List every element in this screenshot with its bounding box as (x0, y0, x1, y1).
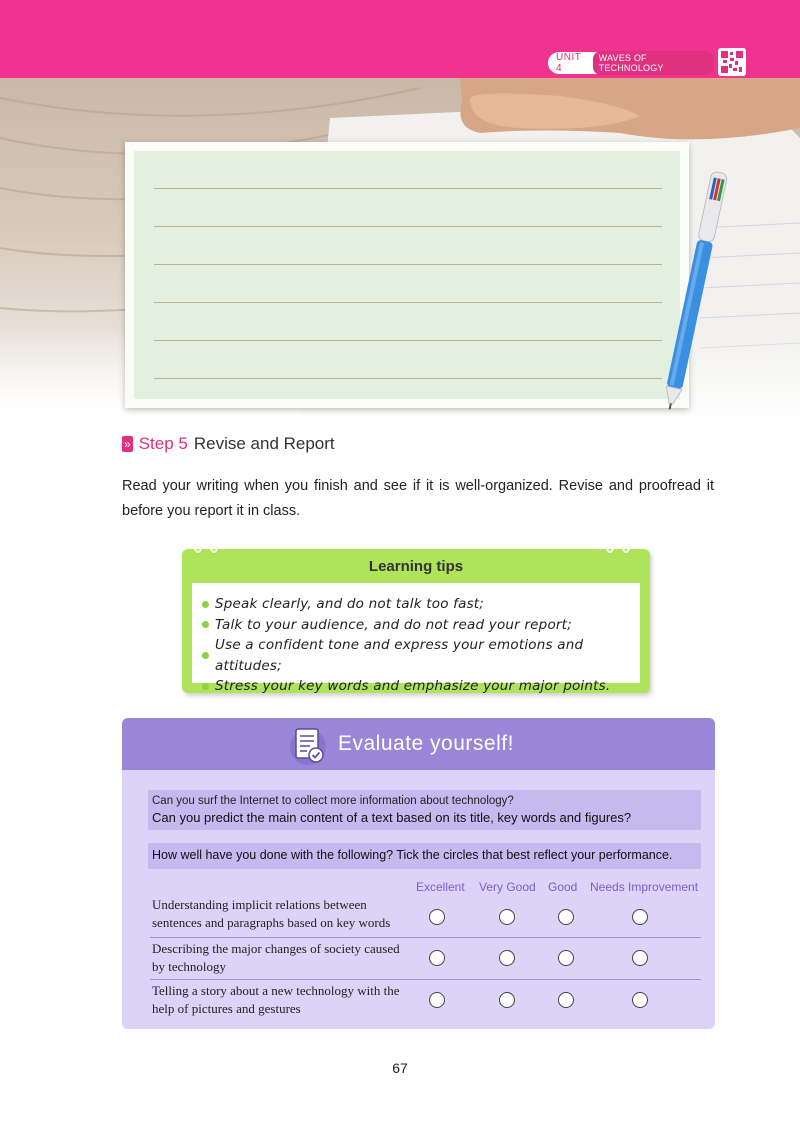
evaluate-yourself-panel (122, 718, 715, 1029)
step-title: Revise and Report (193, 434, 335, 453)
learning-tips-card (182, 549, 650, 693)
self-check-questions (148, 790, 701, 830)
writing-line (154, 340, 662, 341)
radio-needs-improvement[interactable] (632, 992, 648, 1008)
row-label: Telling a story about a new technology with the help of pictures and gestures (152, 983, 400, 1016)
radio-needs-improvement[interactable] (632, 909, 648, 925)
unit-tag (548, 52, 714, 74)
radio-good[interactable] (558, 992, 574, 1008)
bullet-icon (202, 621, 209, 628)
writing-line (154, 302, 662, 303)
list-item: Use a confident tone and express your emotions and attitudes; (202, 635, 630, 676)
bullet-icon (202, 601, 209, 608)
learning-tips-title: Learning tips (368, 558, 464, 575)
instructions-text: Read your writing when you finish and see if it is well-organized. Revise and proofread it before you report it in class. (122, 478, 714, 519)
radio-very-good[interactable] (499, 950, 515, 966)
radio-excellent[interactable] (429, 950, 445, 966)
radio-excellent[interactable] (429, 992, 445, 1008)
writing-line (154, 378, 662, 379)
column-header-good: Good (548, 880, 578, 894)
column-header-very-good: Very Good (479, 880, 536, 894)
radio-good[interactable] (558, 909, 574, 925)
writing-line (154, 226, 662, 227)
writing-line (154, 264, 662, 265)
bullet-icon (202, 652, 209, 659)
table-row (150, 896, 701, 938)
binder-ring-icon (194, 541, 202, 553)
checklist-icon (287, 724, 329, 766)
page-number: 67 (392, 1060, 408, 1076)
table-row (150, 938, 701, 980)
performance-prompt: How well have you done with the following? Tick the circles that best reflect your performance. (148, 843, 701, 869)
qr-code-icon[interactable] (718, 48, 746, 76)
list-item: Talk to your audience, and do not read your report; (202, 615, 630, 636)
radio-very-good[interactable] (499, 909, 515, 925)
question-1: Can you surf the Internet to collect more information about technology? (152, 795, 514, 807)
writing-sheet (125, 142, 689, 408)
evaluate-title: Evaluate yourself! (338, 732, 514, 755)
binder-ring-icon (210, 541, 218, 553)
writing-area[interactable] (134, 151, 680, 399)
step-number: Step 5 (138, 434, 188, 453)
table-row (150, 980, 701, 1022)
double-arrow-icon: » (124, 437, 131, 451)
column-header-excellent: Excellent (416, 880, 465, 894)
pen-icon (655, 170, 735, 415)
unit-title: WAVES OF TECHNOLOGY (593, 51, 714, 75)
unit-label: UNIT 4 (556, 52, 582, 74)
bullet-icon (202, 683, 209, 690)
row-label: Describing the major changes of society caused by technology (152, 941, 400, 974)
row-label: Understanding implicit relations between sentences and paragraphs based on key words (152, 897, 391, 930)
binder-ring-icon (622, 541, 630, 553)
list-item: Speak clearly, and do not talk too fast; (202, 594, 630, 615)
writing-line (154, 188, 662, 189)
learning-tips-list (192, 583, 640, 694)
step-heading (122, 434, 335, 454)
question-2: Can you predict the main content of a text based on its title, key words and figures? (152, 810, 632, 825)
radio-good[interactable] (558, 950, 574, 966)
binder-ring-icon (606, 541, 614, 553)
list-item: Stress your key words and emphasize your major points. (202, 676, 630, 697)
column-header-needs-improvement: Needs Improvement (590, 880, 699, 894)
radio-very-good[interactable] (499, 992, 515, 1008)
radio-needs-improvement[interactable] (632, 950, 648, 966)
radio-excellent[interactable] (429, 909, 445, 925)
